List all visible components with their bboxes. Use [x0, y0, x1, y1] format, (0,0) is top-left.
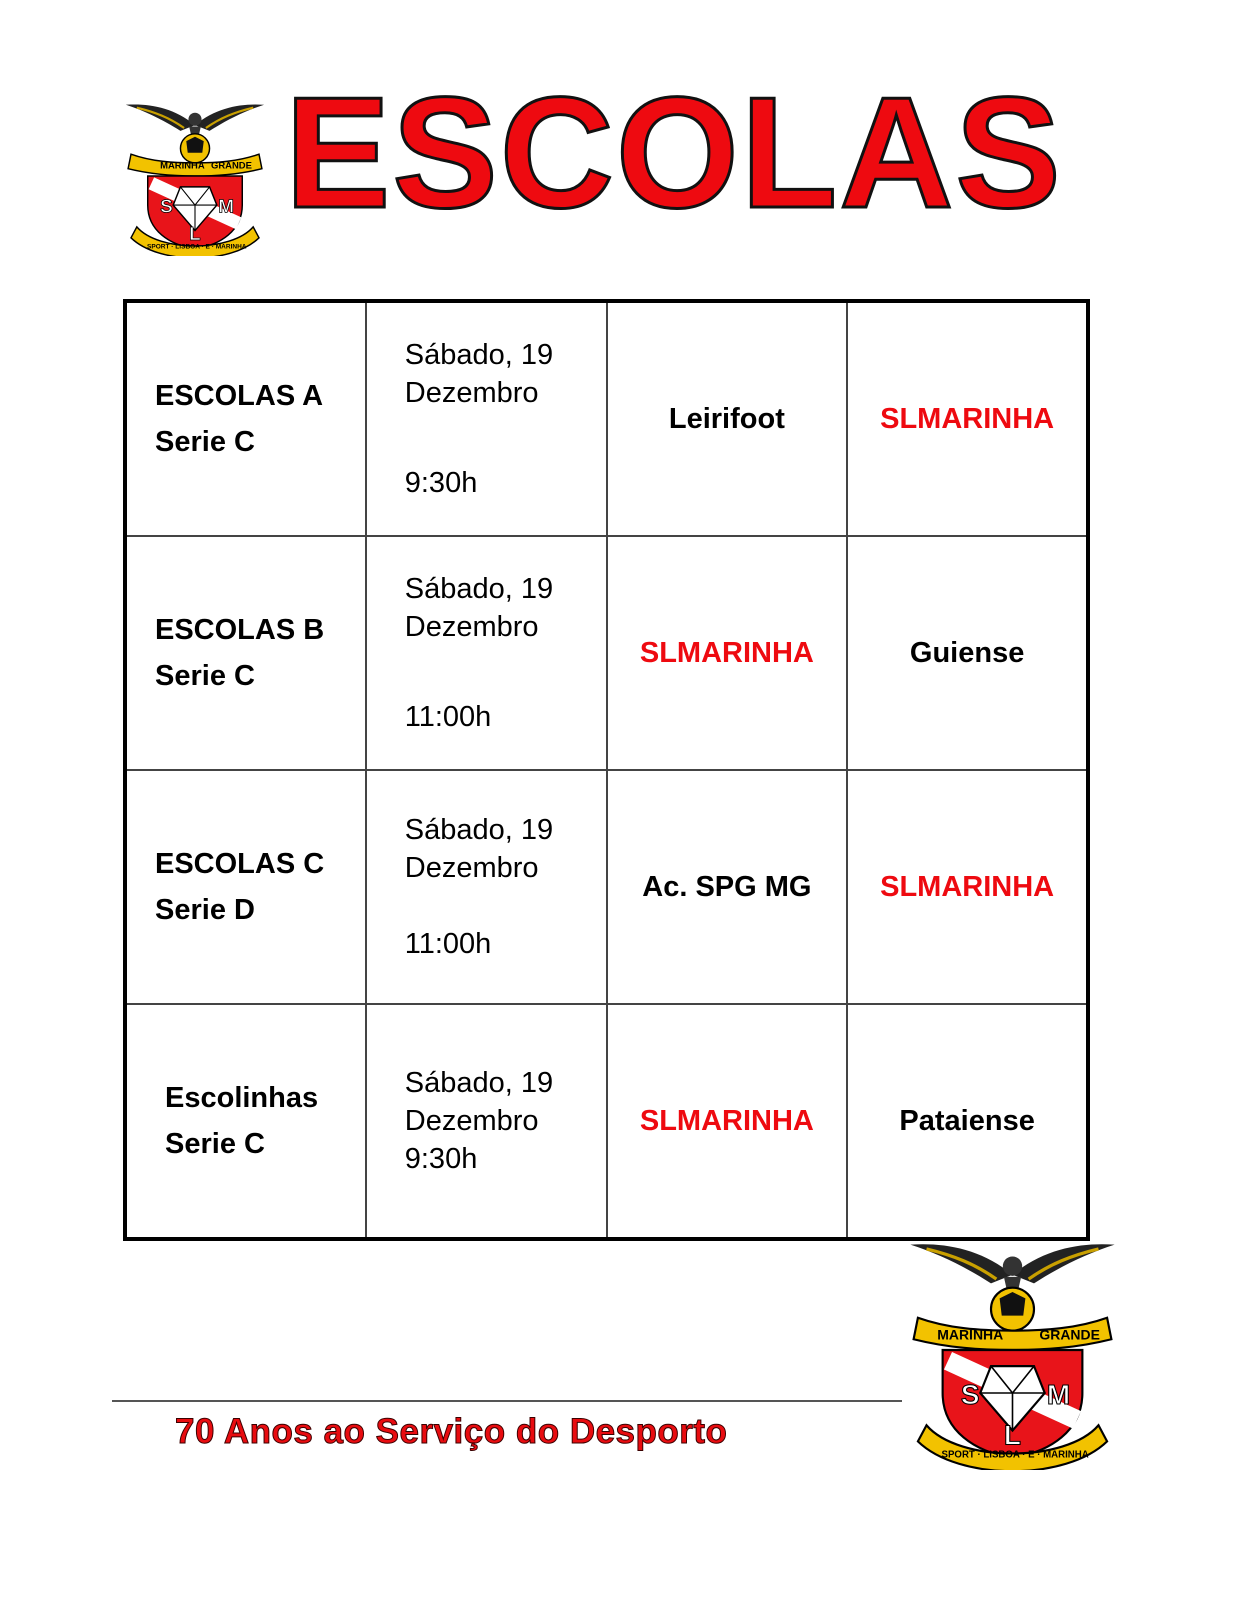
home-team: Ac. SPG MG — [607, 770, 848, 1004]
crest-letter-s: S — [160, 196, 173, 218]
match-day: Sábado, 19 — [404, 1067, 554, 1099]
category-name: ESCOLAS B — [155, 614, 325, 646]
crest-ribbon-right: GRANDE — [1039, 1326, 1100, 1343]
club-crest-logo-bottom — [905, 1230, 1120, 1470]
match-schedule-table — [123, 299, 1090, 1241]
crest-motto: SPORT · LISBOA · E · MARINHA — [941, 1449, 1089, 1461]
match-time: 9:30h — [404, 467, 478, 499]
match-month: Dezembro — [404, 611, 539, 643]
category-name: ESCOLAS C — [155, 848, 325, 880]
crest-ribbon-right: GRANDE — [211, 160, 252, 172]
match-time: 11:00h — [404, 928, 492, 960]
crest-motto: SPORT · LISBOA · E · MARINHA — [147, 243, 247, 251]
datetime-cell — [366, 770, 607, 1004]
table-row — [125, 770, 1088, 1004]
series-name: Serie C — [155, 426, 255, 458]
table-row — [125, 1004, 1088, 1239]
crest-letter-l: L — [189, 224, 201, 245]
home-team: SLMARINHA — [607, 1004, 848, 1239]
datetime-cell — [366, 1004, 607, 1239]
match-day: Sábado, 19 — [404, 573, 554, 605]
home-team: Leirifoot — [607, 301, 848, 536]
away-team: SLMARINHA — [847, 770, 1088, 1004]
club-crest-logo — [122, 96, 268, 256]
away-team: Guiense — [847, 536, 1088, 770]
crest-letter-s: S — [960, 1378, 980, 1410]
page-title: ESCOLAS — [285, 65, 1063, 241]
category-cell — [125, 1004, 366, 1239]
series-name: Serie D — [155, 894, 255, 926]
table-row — [125, 536, 1088, 770]
category-name: ESCOLAS A — [155, 380, 324, 412]
crest-letter-m: M — [218, 196, 235, 218]
crest-ribbon-left: MARINHA — [937, 1326, 1004, 1343]
match-month: Dezembro — [404, 1105, 539, 1137]
category-cell — [125, 301, 366, 536]
away-team: Pataiense — [847, 1004, 1088, 1239]
match-day: Sábado, 19 — [404, 814, 554, 846]
table-row — [125, 301, 1088, 536]
away-team: SLMARINHA — [847, 301, 1088, 536]
footer-slogan: 70 Anos ao Serviço do Desporto — [175, 1412, 728, 1451]
footer-divider — [112, 1400, 902, 1402]
category-cell — [125, 536, 366, 770]
datetime-cell — [366, 301, 607, 536]
crest-letter-m: M — [1046, 1378, 1071, 1410]
category-name: Escolinhas — [165, 1082, 319, 1114]
match-day: Sábado, 19 — [404, 339, 554, 371]
series-name: Serie C — [155, 660, 255, 692]
crest-ribbon-left: MARINHA — [160, 160, 205, 172]
category-cell — [125, 770, 366, 1004]
series-name: Serie C — [165, 1128, 265, 1160]
crest-letter-l: L — [1003, 1419, 1021, 1451]
home-team: SLMARINHA — [607, 536, 848, 770]
datetime-cell — [366, 536, 607, 770]
match-month: Dezembro — [404, 377, 539, 409]
match-time: 11:00h — [404, 701, 492, 733]
match-time: 9:30h — [404, 1143, 478, 1175]
match-month: Dezembro — [404, 852, 539, 884]
